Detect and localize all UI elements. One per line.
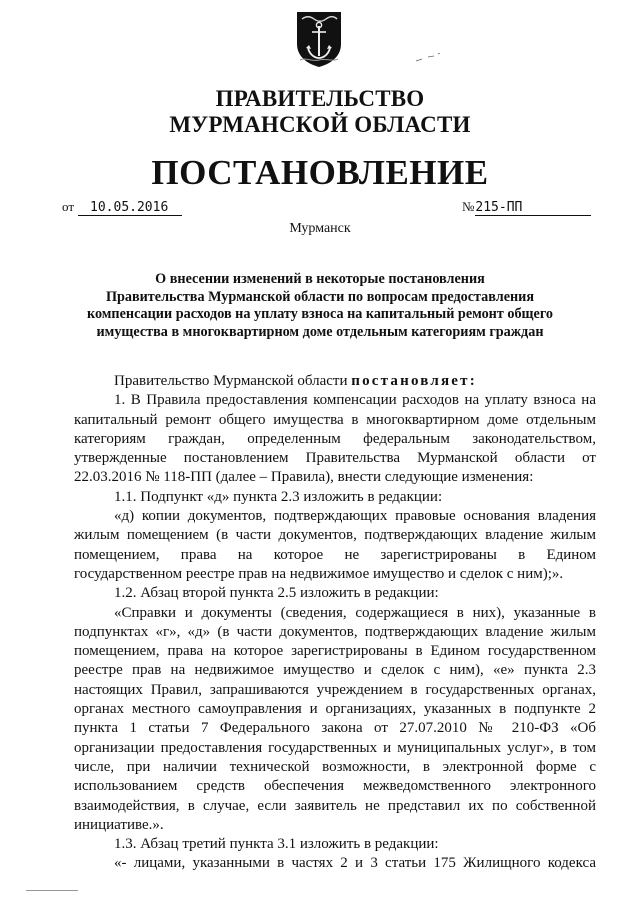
subitem-1-1: 1.1. Подпункт «д» пункта 2.3 изложить в редакции: [114, 488, 443, 505]
text-line: 1. В Правила предоставления компенсации расходов на уплату взноса на [114, 392, 596, 409]
text-line: государственном реестре прав на недвижимое имущество и сделок с ним);». [74, 565, 564, 582]
subitem-1-3-text [74, 854, 596, 873]
org-name-line-2: МУРМАНСКОЙ ОБЛАСТИ [169, 112, 471, 137]
text-line: утвержденные постановлением Правительства Мурманской области от [74, 450, 596, 467]
decree-title [60, 271, 580, 341]
subitem-1-1-text [74, 507, 596, 584]
text-line: 22.03.2016 № 118-ПП (далее – Правила), внести следующие изменения: [74, 469, 534, 486]
org-name-line-1: ПРАВИТЕЛЬСТВО [215, 86, 425, 111]
intro-text: Правительство Мурманской области [114, 373, 352, 389]
text-line: органах местного самоуправления и организациях, указанных в подпункте 2 [74, 701, 596, 718]
text-line: «д) копии документов, подтверждающих правовые основания владения [114, 508, 596, 525]
date-prefix: от [62, 199, 75, 214]
text-line: взаимодействия, в случае, если заявитель не представил их по собственной [74, 797, 596, 814]
stray-pen-mark [414, 50, 442, 60]
title-line: Правительства Мурманской области по вопросам предоставления [105, 288, 535, 305]
city-name: Мурманск [289, 221, 351, 236]
title-line: О внесении изменений в некоторые постановления [155, 271, 485, 287]
document-type: ПОСТАНОВЛЕНИЕ [151, 153, 489, 192]
footer-rule [26, 890, 78, 891]
paragraph-1 [74, 391, 596, 487]
text-line: «- лицами, указанными в частях 2 и 3 статьи 175 Жилищного кодекса [114, 855, 596, 872]
intro-paragraph [74, 372, 596, 391]
text-line: инициативе.». [74, 816, 164, 833]
text-line: организации предоставления государственных и муниципальных услуг», в том [74, 739, 596, 756]
text-line: настоящих Правил, запрашиваются учреждением в государственных органах, [74, 681, 596, 698]
number-value: 215-ПП [475, 200, 591, 216]
text-line: помещением, права на которое не зарегистрированы в Едином [74, 546, 596, 563]
text-line: капитальный ремонт общего имущества в многоквартирном доме отдельным [74, 411, 596, 428]
text-line: категориям граждан, определенным федеральным законодательством, [74, 430, 596, 447]
number-prefix: № [462, 199, 475, 214]
text-line: числе, при наличии технической возможности, в электронной форме с [74, 758, 596, 775]
text-line: жилым помещением (в части документов, подтверждающих владение жилым [74, 527, 596, 544]
text-line: использованием средств обеспечения межведомственного электронного [74, 778, 596, 795]
text-line: реестре прав на недвижимое имущество и сделок с ним), «е» пункта 2.3 [74, 662, 596, 679]
title-line: компенсации расходов на уплату взноса на капитальный ремонт общего [86, 306, 554, 322]
text-line: пункта 1 статьи 7 Федерального закона от 27.07.2010 № 210-ФЗ «Об [74, 720, 596, 737]
title-line: имущества в многоквартирном доме отдельным категориям граждан [96, 323, 544, 340]
subitem-1-2: 1.2. Абзац второй пункта 2.5 изложить в редакции: [114, 585, 439, 602]
decree-body [74, 372, 596, 874]
intro-verb: постановляет: [351, 373, 477, 389]
subitem-1-3: 1.3. Абзац третий пункта 3.1 изложить в редакции: [114, 836, 439, 853]
date-value: 10.05.2016 [78, 200, 182, 216]
text-line: подпунктах «г», «д» (в части документов, подтверждающих владение жилым [74, 623, 596, 640]
text-line: помещением, права на которое зарегистрированы в Едином государственном [74, 643, 596, 660]
coat-of-arms-icon [294, 10, 344, 68]
text-line: «Справки и документы (сведения, содержащиеся в них), указанные в [114, 604, 596, 621]
date-field [62, 198, 182, 218]
number-field [462, 198, 591, 218]
subitem-1-2-text [74, 604, 596, 836]
